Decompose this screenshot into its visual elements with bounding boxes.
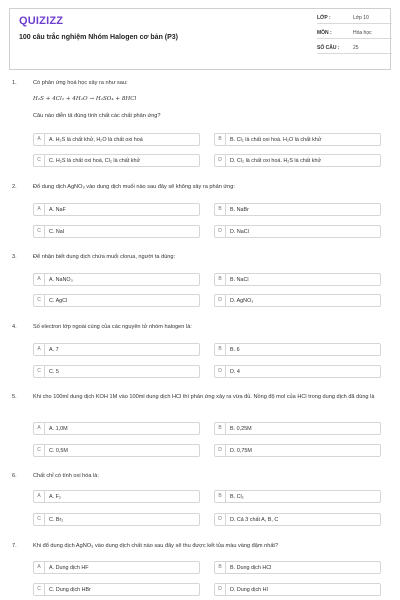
option-b[interactable]: [214, 561, 381, 574]
option-letter: C: [34, 295, 45, 306]
question-text: Để nhận biết dung dịch chứa muối clorua, người ta dùng:: [33, 254, 176, 260]
option-letter: A: [34, 562, 45, 573]
option-a[interactable]: [33, 133, 200, 146]
meta-table: [317, 9, 392, 69]
option-text: D. 4: [230, 369, 240, 375]
option-letter: A: [34, 134, 45, 145]
option-text: D. NaCl: [230, 229, 249, 235]
question-number: 2.: [12, 184, 17, 190]
option-text: C. 5: [49, 369, 59, 375]
option-a[interactable]: [33, 422, 200, 435]
question-subtext: Câu nào diễn tả đúng tính chất các chất phản ứng?: [33, 113, 161, 119]
option-c[interactable]: [33, 513, 200, 526]
question-text: Có phản ứng hoá học xảy ra như sau:: [33, 80, 128, 86]
option-letter: A: [34, 423, 45, 434]
option-letter: D: [215, 514, 226, 525]
option-text: A. NaNO₃: [49, 277, 73, 283]
meta-value: Hóa học: [353, 30, 372, 36]
option-letter: B: [215, 274, 226, 285]
question-number: 5.: [12, 394, 17, 400]
option-letter: D: [215, 584, 226, 595]
meta-label: SỐ CÂU :: [317, 45, 340, 51]
meta-value: 25: [353, 45, 359, 51]
option-text: A. 1,0M: [49, 426, 68, 432]
quizizz-logo: QUIZIZZ: [19, 15, 64, 27]
question-text: Khi cho 100ml dung dịch KOH 1M vào 100ml dung dịch HCl thì phản ứng xảy ra vừa đủ. Nồng độ mol của HCl trong dung dịch đã dùng là: [33, 394, 375, 400]
option-letter: D: [215, 366, 226, 377]
option-text: C. AgCl: [49, 298, 68, 304]
meta-value: Lớp 10: [353, 15, 369, 21]
question-text: Đổ dung dịch AgNO₃ vào dung dịch muối nào sau đây sẽ không xảy ra phản ứng:: [33, 184, 235, 190]
option-text: B. Cl₂ là chất oxi hoá. H₂O là chất khử: [230, 137, 322, 143]
page-title: 100 câu trắc nghiệm Nhóm Halogen cơ bản (P3): [19, 34, 179, 41]
option-letter: B: [215, 562, 226, 573]
meta-row-class: [317, 9, 392, 24]
option-d[interactable]: [214, 583, 381, 596]
option-text: B. NaCl: [230, 277, 249, 283]
option-text: B. 6: [230, 347, 240, 353]
option-text: C. Dung dịch HBr: [49, 587, 91, 593]
question-number: 1.: [12, 80, 17, 86]
option-letter: B: [215, 491, 226, 502]
option-text: D. AgNO₃: [230, 298, 254, 304]
option-d[interactable]: [214, 154, 381, 167]
option-letter: A: [34, 204, 45, 215]
option-text: C. Br₂: [49, 517, 64, 523]
option-letter: D: [215, 445, 226, 456]
option-letter: C: [34, 445, 45, 456]
meta-label: MÔN :: [317, 30, 332, 36]
option-b[interactable]: [214, 133, 381, 146]
option-b[interactable]: [214, 490, 381, 503]
option-text: D. Dung dịch HI: [230, 587, 269, 593]
option-text: C. 0,5M: [49, 448, 68, 454]
option-d[interactable]: [214, 225, 381, 238]
option-letter: C: [34, 514, 45, 525]
option-letter: A: [34, 344, 45, 355]
option-text: C. NaI: [49, 229, 65, 235]
option-b[interactable]: [214, 343, 381, 356]
option-a[interactable]: [33, 490, 200, 503]
option-letter: D: [215, 155, 226, 166]
meta-label: LỚP :: [317, 15, 331, 21]
option-a[interactable]: [33, 203, 200, 216]
option-letter: D: [215, 226, 226, 237]
meta-row-count: [317, 39, 392, 54]
option-text: A. F₂: [49, 494, 61, 500]
option-a[interactable]: [33, 273, 200, 286]
option-text: B. 0,25M: [230, 426, 252, 432]
option-c[interactable]: [33, 583, 200, 596]
question-number: 7.: [12, 543, 17, 549]
option-c[interactable]: [33, 444, 200, 457]
option-text: B. NaBr: [230, 207, 249, 213]
option-letter: D: [215, 295, 226, 306]
option-letter: C: [34, 366, 45, 377]
option-letter: C: [34, 584, 45, 595]
option-text: D. Cả 3 chất A, B, C: [230, 517, 279, 523]
option-b[interactable]: [214, 422, 381, 435]
option-text: A. 7: [49, 347, 59, 353]
reaction-formula: H₂S + 4Cl₂ + 4H₂O → H₂SO₄ + 8HCl: [33, 96, 137, 102]
option-c[interactable]: [33, 225, 200, 238]
option-letter: B: [215, 344, 226, 355]
question-number: 3.: [12, 254, 17, 260]
option-c[interactable]: [33, 294, 200, 307]
option-text: A. H₂S là chất khử, H₂O là chất oxi hoá: [49, 137, 143, 143]
question-text: Chất chỉ có tính oxi hóa là:: [33, 473, 99, 479]
meta-row-subject: [317, 24, 392, 39]
option-d[interactable]: [214, 294, 381, 307]
option-text: B. Dung dịch HCl: [230, 565, 272, 571]
option-text: C. H₂S là chất oxi hoá, Cl₂ là chất khử: [49, 158, 141, 164]
option-d[interactable]: [214, 365, 381, 378]
option-letter: A: [34, 491, 45, 502]
question-text: Khi đổ dung dịch AgNO₃ vào dung dịch chất nào sau đây sẽ thu được kết tủa màu vàng đậm nhất?: [33, 543, 279, 549]
option-letter: C: [34, 226, 45, 237]
option-letter: A: [34, 274, 45, 285]
option-d[interactable]: [214, 513, 381, 526]
question-number: 6.: [12, 473, 17, 479]
option-letter: C: [34, 155, 45, 166]
option-text: A. Dung dịch HF: [49, 565, 89, 571]
option-b[interactable]: [214, 203, 381, 216]
option-c[interactable]: [33, 154, 200, 167]
option-d[interactable]: [214, 444, 381, 457]
option-letter: B: [215, 134, 226, 145]
question-number: 4.: [12, 324, 17, 330]
option-b[interactable]: [214, 273, 381, 286]
option-text: A. NaF: [49, 207, 66, 213]
option-c[interactable]: [33, 365, 200, 378]
worksheet-header: [9, 8, 391, 70]
question-text: Số electron lớp ngoài cùng của các nguyên tử nhóm halogen là:: [33, 324, 192, 330]
option-letter: B: [215, 423, 226, 434]
option-letter: B: [215, 204, 226, 215]
option-text: D. Cl₂ là chất oxi hoá. H₂S là chất khử: [230, 158, 322, 164]
option-text: D. 0,75M: [230, 448, 252, 454]
option-text: B. Cl₂: [230, 494, 244, 500]
option-a[interactable]: [33, 561, 200, 574]
option-a[interactable]: [33, 343, 200, 356]
